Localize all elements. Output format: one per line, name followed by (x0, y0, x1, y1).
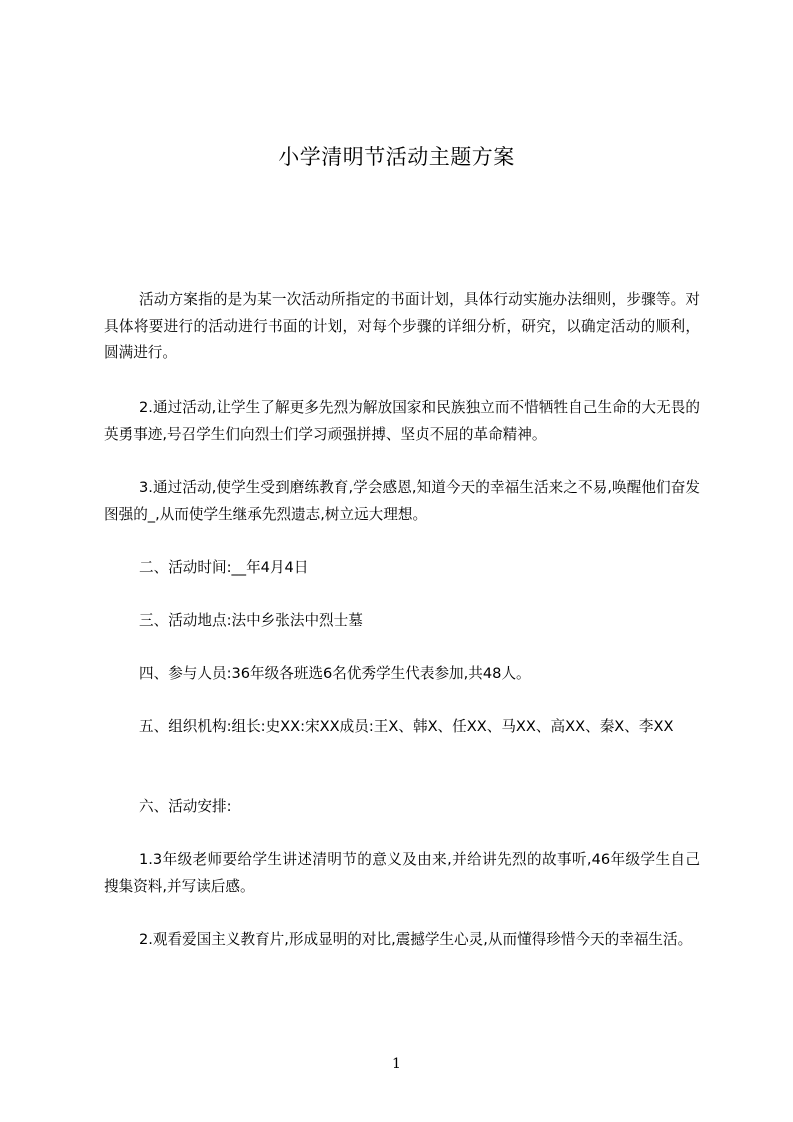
page-number: 1 (392, 1056, 401, 1072)
activity-location-paragraph: 三、活动地点:法中乡张法中烈士墓 (139, 612, 363, 629)
intro-paragraph: 活动方案指的是为某一次活动所指定的书面计划，具体行动实施办法细则，步骤等。对具体将要进行的活动进行书面的计划，对每个步骤的详细分析，研究，以确定活动的顺利，圆满进行。 (104, 291, 700, 361)
document-title: 小学清明节活动主题方案 (278, 145, 515, 169)
organization-paragraph: 五、组织机构:组长:史XX:宋XX成员:王X、韩X、任XX、马XX、高XX、秦X、李XX (139, 718, 674, 735)
activity-time-paragraph: 二、活动时间:__年4月4日 (139, 559, 309, 576)
arrangement-1-paragraph: 1.3年级老师要给学生讲述清明节的意义及由来,并给讲先烈的故事听,46年级学生自己搜集资料,并写读后感。 (104, 851, 700, 895)
arrangement-2-paragraph: 2.观看爱国主义教育片,形成显明的对比,震撼学生心灵,从而懂得珍惜今天的幸福生活。 (139, 931, 693, 948)
participants-paragraph: 四、参与人员:36年级各班选6名优秀学生代表参加,共48人。 (139, 665, 531, 682)
objective-3-paragraph: 3.通过活动,使学生受到磨练教育,学会感恩,知道今天的幸福生活来之不易,唤醒他们奋发图强的_,从而使学生继承先烈遗志,树立远大理想。 (104, 479, 700, 523)
arrangement-heading: 六、活动安排: (139, 798, 232, 815)
objective-2-paragraph: 2.通过活动,让学生了解更多先烈为解放国家和民族独立而不惜牺牲自己生命的大无畏的英勇事迹,号召学生们向烈士们学习顽强拼搏、坚贞不屈的革命精神。 (104, 399, 700, 443)
